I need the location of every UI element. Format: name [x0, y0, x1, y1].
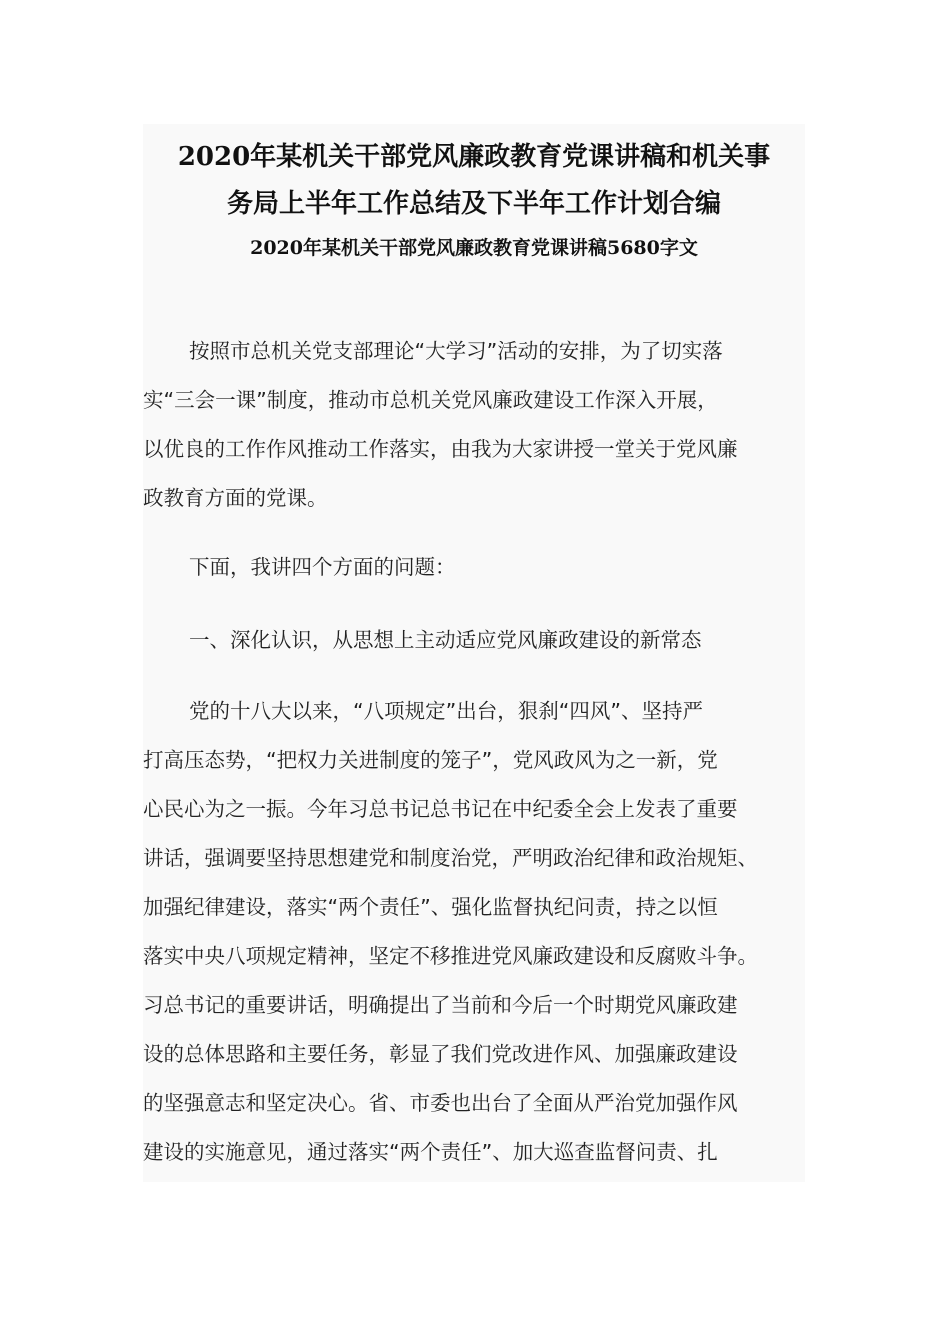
document-body — [143, 124, 805, 1182]
section-heading-1 — [143, 616, 805, 665]
text-line: 讲话，强调要坚持思想建党和制度治党，严明政治纪律和政治规矩、 — [143, 846, 758, 870]
text-line: 加强纪律建设，落实“两个责任”、强化监督执纪问责，持之以恒 — [143, 895, 718, 919]
paragraph-intro — [143, 327, 805, 523]
title-line: 务局上半年工作总结及下半年工作计划合编 — [226, 189, 721, 219]
text-line: 政教育方面的党课。 — [143, 486, 328, 510]
text-line: 打高压态势，“把权力关进制度的笼子”，党风政风为之一新，党 — [143, 748, 718, 772]
text-line: 习总书记的重要讲话，明确提出了当前和今后一个时期党风廉政建 — [143, 993, 738, 1017]
text-line: 设的总体思路和主要任务，彰显了我们党改进作风、加强廉政建设 — [143, 1042, 738, 1066]
text-line: 以优良的工作作风推动工作落实，由我为大家讲授一堂关于党风廉 — [143, 437, 738, 461]
text-line: 党的十八大以来，“八项规定”出台，狠刹“四风”、坚持严 — [189, 699, 703, 723]
text-line: 下面，我讲四个方面的问题： — [189, 555, 456, 579]
title-line: 2020年某机关干部党风廉政教育党课讲稿和机关事 — [177, 142, 771, 172]
text-line: 落实中央八项规定精神，坚定不移推进党风廉政建设和反腐败斗争。 — [143, 944, 758, 968]
text-line: 实“三会一课”制度，推动市总机关党风廉政建设工作深入开展， — [143, 388, 718, 412]
text-line: 的坚强意志和坚定决心。省、市委也出台了全面从严治党加强作风 — [143, 1091, 738, 1115]
document-title — [143, 124, 805, 228]
text-line: 心民心为之一振。今年习总书记总书记在中纪委全会上发表了重要 — [143, 797, 738, 821]
text-line: 建设的实施意见，通过落实“两个责任”、加大巡查监督问责、扎 — [143, 1140, 718, 1164]
paragraph-body — [143, 687, 805, 1177]
text-line: 一、深化认识，从思想上主动适应党风廉政建设的新常态 — [189, 628, 702, 652]
text-line: 按照市总机关党支部理论“大学习”活动的安排，为了切实落 — [189, 339, 723, 363]
section-subtitle: 2020年某机关干部党风廉政教育党课讲稿5680字文 — [250, 237, 698, 259]
paragraph-outline-intro — [143, 543, 805, 592]
